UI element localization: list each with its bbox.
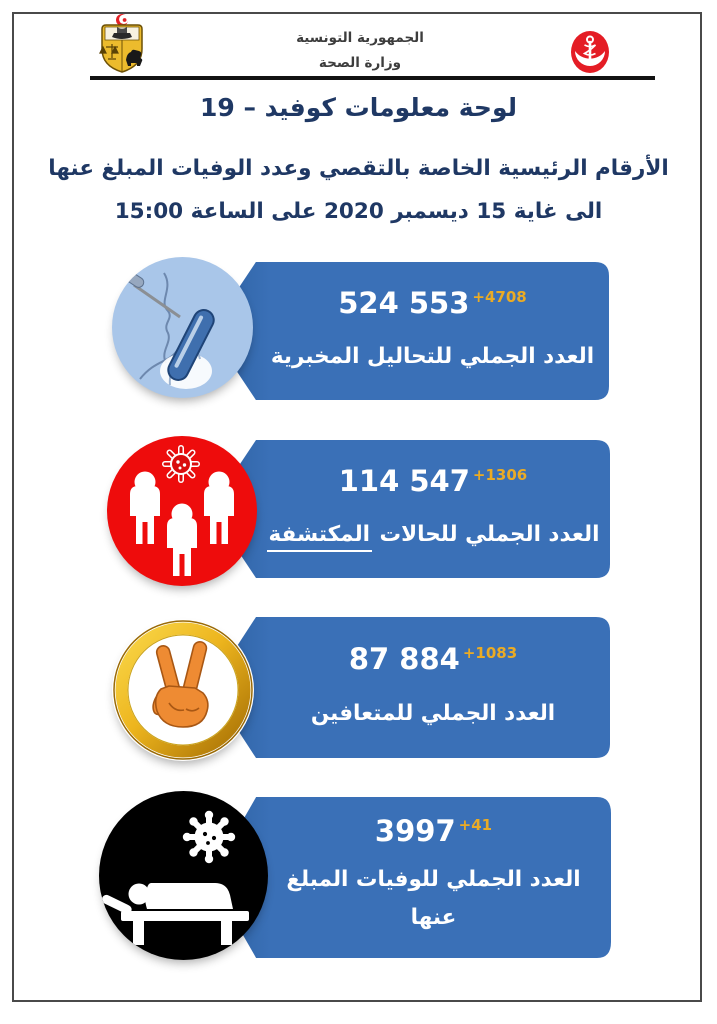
people-virus-icon [107, 436, 257, 586]
ministry-of-health-logo-icon [570, 30, 610, 74]
stat-banner-deaths [210, 797, 611, 958]
deaths-delta: +41 [458, 815, 493, 834]
lab-tests-delta: +4708 [472, 288, 527, 307]
lab-tests-value: 524 553 $^{+4708}$ [338, 286, 527, 321]
subtitle-line1: الأرقام الرئيسية الخاصة بالتقصي وعدد الوفيات المبلغ عنها [48, 156, 669, 181]
confirmed-cases-value: 114 547 $^{+1306}$ [338, 464, 528, 499]
tunisia-coat-of-arms-icon [97, 13, 147, 75]
republic-label: الجمهورية التونسية [296, 30, 424, 46]
confirmed-cases-delta: +1306 [472, 466, 528, 485]
subtitle-line2: الى غاية 15 ديسمبر 2020 على الساعة 15:00 [114, 199, 603, 224]
recovered-delta: +1083 [462, 644, 518, 663]
nasal-swab-test-icon [112, 257, 253, 398]
header-divider-rule [90, 76, 655, 80]
deaths-label: العدد الجملي للوفيات المبلغ عنها [286, 867, 581, 930]
confirmed-cases-label: العدد الجملي للحالات المكتشفة [267, 520, 600, 549]
patient-bed-virus-icon [99, 791, 268, 960]
stat-banner-lab-tests [210, 262, 609, 400]
underlined-word: المكتشفة [267, 522, 373, 552]
lab-tests-label: العدد الجملي للتحاليل المخبرية [270, 343, 595, 369]
recovered-label: العدد الجملي للمتعافين [310, 700, 556, 726]
page-title: لوحة معلومات كوفيد – 19 [199, 93, 518, 122]
recovered-value: 87 884 $^{+1083}$ [348, 642, 518, 677]
ministry-label: وزارة الصحة [318, 55, 402, 71]
victory-hand-icon [112, 619, 254, 761]
deaths-value: 3997 $^{+41}$ [374, 813, 493, 848]
stat-banner-confirmed-cases [210, 440, 610, 578]
stat-banner-recovered [210, 617, 610, 758]
government-header-text [238, 30, 482, 71]
